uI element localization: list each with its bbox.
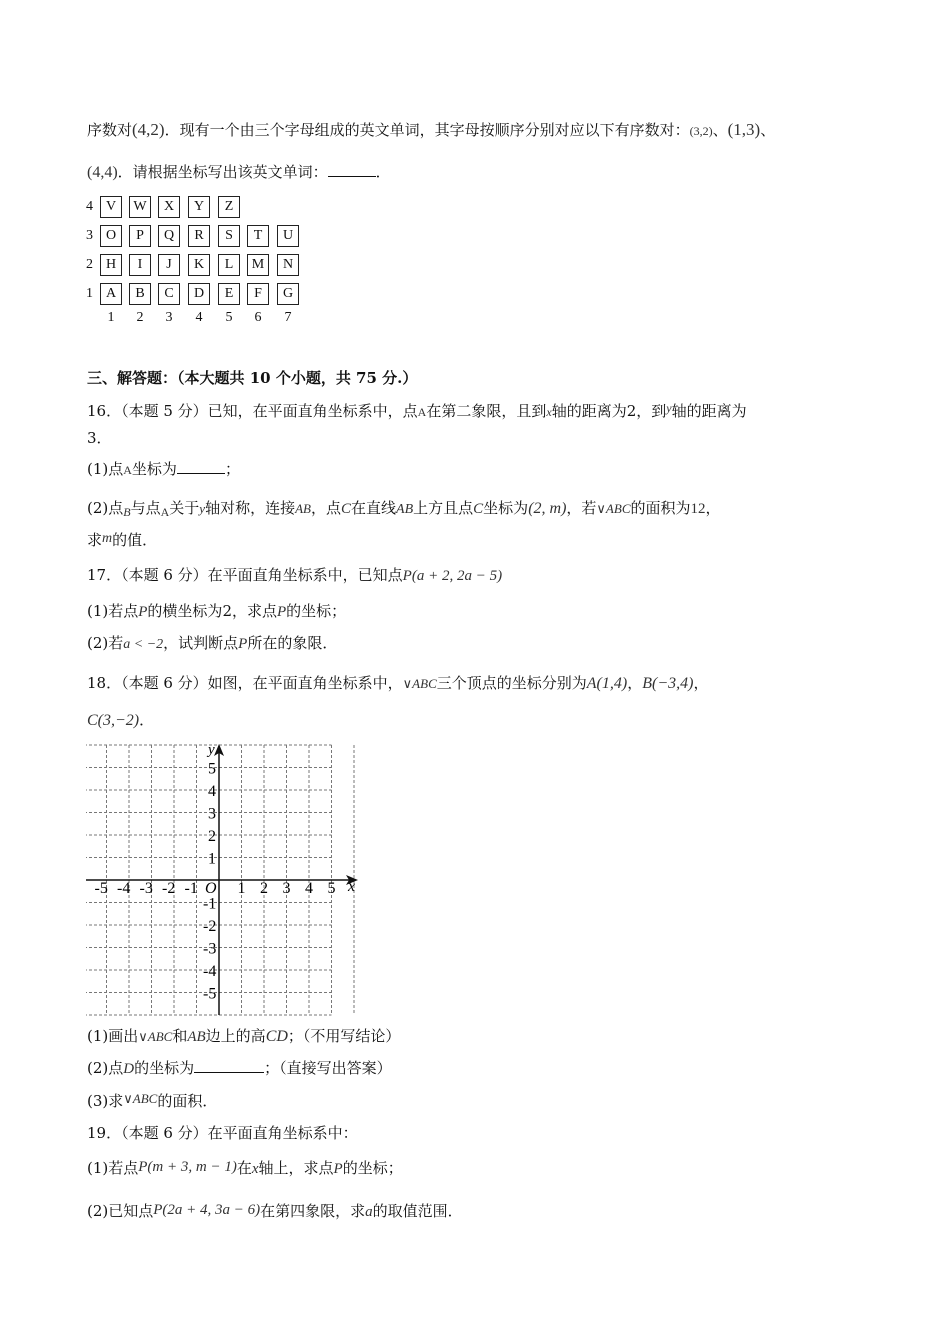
- math: y: [199, 501, 206, 516]
- math: P: [138, 604, 148, 620]
- answer-blank[interactable]: [194, 1058, 264, 1073]
- text: 求: [87, 531, 103, 549]
- math: A: [123, 463, 132, 477]
- text: (1)若点: [87, 602, 139, 620]
- text: (1)点: [87, 460, 124, 478]
- math: D: [123, 1061, 135, 1077]
- y-tick-label: -4: [203, 963, 217, 980]
- x-tick-label: 4: [305, 880, 313, 897]
- y-tick-label: 3: [208, 805, 216, 823]
- text: ；（直接写出答案）: [264, 1059, 392, 1077]
- letter-cell: U: [277, 225, 299, 247]
- math: ∨ABC: [123, 1091, 158, 1106]
- text: 的面积为: [630, 499, 691, 517]
- text: ；: [224, 460, 240, 478]
- x-tick-label: 2: [260, 880, 268, 897]
- coordinate-plane: [86, 740, 366, 1020]
- math: P(2a + 4, 3a − 6): [153, 1202, 261, 1218]
- math: (2, m): [528, 500, 567, 517]
- math: C: [341, 501, 352, 517]
- letter-cell: K: [188, 254, 210, 276]
- text: 坐标为: [131, 460, 177, 478]
- text: 三个顶点的坐标分别为: [436, 674, 587, 692]
- text: (2)若: [87, 634, 124, 652]
- y-tick-label: 5: [208, 760, 216, 778]
- text: 坐标为: [483, 499, 529, 517]
- q16-part-1: [87, 459, 240, 480]
- math: B: [123, 505, 131, 519]
- y-tick-label: 4: [208, 783, 216, 800]
- text: 上方且点: [413, 499, 474, 517]
- letter-cell: L: [218, 254, 240, 276]
- text: 17．（本题 6 分）在平面直角坐标系中，已知点: [87, 566, 403, 584]
- text: 的坐标；: [342, 1159, 403, 1177]
- letter-cell: O: [100, 225, 122, 247]
- pair: (4,4): [87, 164, 118, 181]
- q16-line-1: [87, 398, 747, 422]
- text: 、: [760, 121, 776, 139]
- math: C(3,−2): [87, 712, 140, 729]
- col-label: 7: [284, 310, 292, 325]
- math: P: [277, 604, 287, 620]
- text: ，: [693, 674, 709, 692]
- text: 的坐标；: [286, 602, 347, 620]
- x-tick-label: 1: [237, 880, 246, 897]
- q18-part-2: [87, 1058, 392, 1079]
- math: a < −2: [123, 637, 164, 652]
- math: x: [546, 405, 552, 419]
- intro-line-1: [87, 120, 775, 141]
- math: C: [473, 501, 484, 517]
- answer-blank[interactable]: [328, 162, 376, 177]
- text: 关于: [169, 499, 200, 517]
- letter-cell: G: [277, 283, 299, 305]
- y-axis-label: y: [208, 742, 215, 758]
- text: ，到: [636, 402, 667, 420]
- text: 轴的距离为: [551, 402, 627, 420]
- letter-cell: X: [158, 196, 180, 218]
- text: 序数对: [87, 121, 133, 139]
- text: ，点: [310, 499, 341, 517]
- text: 、: [712, 121, 728, 139]
- letter-cell: F: [247, 283, 269, 305]
- letter-cell: B: [129, 283, 151, 305]
- col-label: 4: [195, 310, 203, 325]
- row-label: 3: [86, 228, 93, 243]
- text: 边上的高: [205, 1027, 266, 1045]
- letter-cell: H: [100, 254, 122, 276]
- q17-part-2: [87, 633, 337, 655]
- text: 2: [626, 402, 637, 420]
- x-tick-label: -2: [162, 880, 176, 897]
- text: ．: [375, 163, 391, 181]
- math: ∨ABC: [138, 1029, 173, 1044]
- letter-cell: S: [218, 225, 240, 247]
- math: ∨ABC: [402, 676, 437, 691]
- letter-cell: Z: [218, 196, 240, 218]
- math: a: [365, 1204, 373, 1220]
- q16-part-2: [87, 498, 721, 522]
- y-tick-label: -2: [203, 918, 217, 935]
- math: P: [238, 636, 248, 652]
- math: 12: [690, 501, 706, 517]
- q16-line-2: [87, 428, 112, 448]
- text: (1)若点: [87, 1159, 139, 1177]
- pair: (4,2): [132, 120, 165, 139]
- text: 在: [236, 1159, 252, 1177]
- letter-cell: V: [100, 196, 122, 218]
- math: AB: [187, 1029, 206, 1045]
- text: ．现有一个由三个字母组成的英文单词，其字母按顺序分别对应以下有序数对：: [164, 121, 690, 139]
- letter-cell: A: [100, 283, 122, 305]
- row-label: 4: [86, 199, 93, 214]
- text: 18．（本题 6 分）如图，在平面直角坐标系中，: [87, 674, 403, 692]
- text: 所在的象限．: [247, 634, 338, 652]
- text: 与点: [130, 499, 161, 517]
- q17-part-1: [87, 601, 346, 622]
- math: m: [102, 531, 113, 546]
- text: 的值．: [112, 531, 158, 549]
- x-tick-label: -4: [117, 880, 131, 897]
- y-tick-label: 2: [208, 828, 216, 845]
- math: (a + 2, 2a − 5): [411, 568, 503, 584]
- letter-cell: M: [247, 254, 269, 276]
- text: ，: [627, 674, 643, 692]
- q17-line-1: [87, 565, 502, 586]
- letter-cell: J: [158, 254, 180, 276]
- text: 和: [172, 1027, 188, 1045]
- text: 在第四象限，求: [260, 1202, 366, 1220]
- math: y: [666, 401, 672, 415]
- text: 16．（本题 5 分）已知，在平面直角坐标系中，点: [87, 402, 418, 420]
- text: 轴对称，连接: [205, 499, 296, 517]
- math: P: [333, 1161, 343, 1177]
- math: x: [251, 1161, 259, 1177]
- x-axis-label: x: [348, 878, 356, 895]
- letter-cell: C: [158, 283, 180, 305]
- text: ．: [96, 429, 112, 447]
- col-label: 3: [165, 310, 173, 325]
- math: P: [402, 568, 412, 584]
- q19-part-2: [87, 1200, 463, 1222]
- y-tick-label: 1: [208, 850, 216, 868]
- text: (1)画出: [87, 1027, 139, 1045]
- letter-cell: R: [188, 225, 210, 247]
- q18-line-1: [87, 673, 708, 694]
- q18-part-1: [87, 1026, 400, 1047]
- text: ．请根据坐标写出该英文单词：: [117, 163, 328, 181]
- text: 的坐标为: [134, 1059, 195, 1077]
- math: P(m + 3, m − 1): [138, 1159, 237, 1175]
- text: (2)点: [87, 1059, 124, 1077]
- text: 在直线: [351, 499, 397, 517]
- q19-part-1: [87, 1157, 403, 1179]
- math: AB: [295, 501, 311, 516]
- intro-line-2: [87, 162, 391, 183]
- text: 在第二象限，且到: [426, 402, 547, 420]
- text: ，求点: [231, 602, 277, 620]
- y-tick-label: -1: [203, 895, 217, 913]
- math: AB: [396, 502, 414, 517]
- x-tick-label: -5: [94, 880, 108, 897]
- text: 2: [222, 602, 232, 620]
- math: B(−3,4): [642, 675, 694, 692]
- pair: (1,3): [727, 120, 761, 139]
- x-tick-label: 3: [282, 880, 291, 897]
- math: A(1,4): [586, 675, 628, 692]
- text: ．: [139, 711, 155, 729]
- text: (2)点: [87, 499, 124, 517]
- text: (3)求: [87, 1092, 124, 1110]
- q16-part-2-cont: [87, 529, 157, 550]
- q19-line-1: 19．（本题 6 分）在平面直角坐标系中：: [87, 1124, 358, 1142]
- text: 轴上，求点: [258, 1159, 334, 1177]
- letter-cell: P: [129, 225, 151, 247]
- y-tick-label: -5: [203, 985, 217, 1003]
- text: 3: [87, 429, 97, 447]
- letter-cell: D: [188, 283, 210, 305]
- col-label: 6: [254, 310, 262, 325]
- letter-cell: Q: [158, 225, 180, 247]
- letter-cell: Y: [188, 196, 210, 218]
- col-label: 5: [225, 310, 233, 325]
- text: 的面积．: [157, 1092, 218, 1110]
- math: CD: [265, 1028, 288, 1045]
- letter-cell: E: [218, 283, 240, 305]
- text: ，试判断点: [163, 634, 239, 652]
- text: ；（不用写结论）: [287, 1027, 401, 1045]
- text: (2)已知点: [87, 1202, 154, 1220]
- x-tick-label: 5: [327, 880, 336, 897]
- row-label: 2: [86, 257, 93, 272]
- text: 的横坐标为: [147, 602, 223, 620]
- pair: (3,2): [689, 124, 713, 138]
- letter-cell: I: [129, 254, 151, 276]
- y-tick-label: -3: [203, 940, 217, 958]
- letter-cell: W: [129, 196, 151, 218]
- text: ，若: [566, 499, 597, 517]
- row-label: 1: [86, 286, 93, 301]
- text: 轴的距离为: [671, 402, 747, 420]
- math: A: [417, 405, 427, 419]
- math: A: [160, 505, 170, 519]
- col-label: 2: [136, 310, 144, 325]
- section-title: 三、解答题：（本大题共 10 个小题，共 75 分.）: [87, 369, 418, 387]
- x-tick-label: -3: [139, 880, 153, 897]
- math: ∨ABC: [596, 501, 631, 516]
- x-tick-label: -1: [184, 880, 198, 897]
- letter-cell: N: [277, 254, 299, 276]
- answer-blank[interactable]: [177, 459, 225, 474]
- q18-part-3: [87, 1089, 217, 1111]
- text: ，: [705, 499, 721, 517]
- col-label: 1: [107, 310, 115, 325]
- q18-line-2: [87, 710, 154, 731]
- letter-cell: T: [247, 225, 269, 247]
- text: 的取值范围．: [372, 1202, 463, 1220]
- origin-label: O: [205, 880, 217, 897]
